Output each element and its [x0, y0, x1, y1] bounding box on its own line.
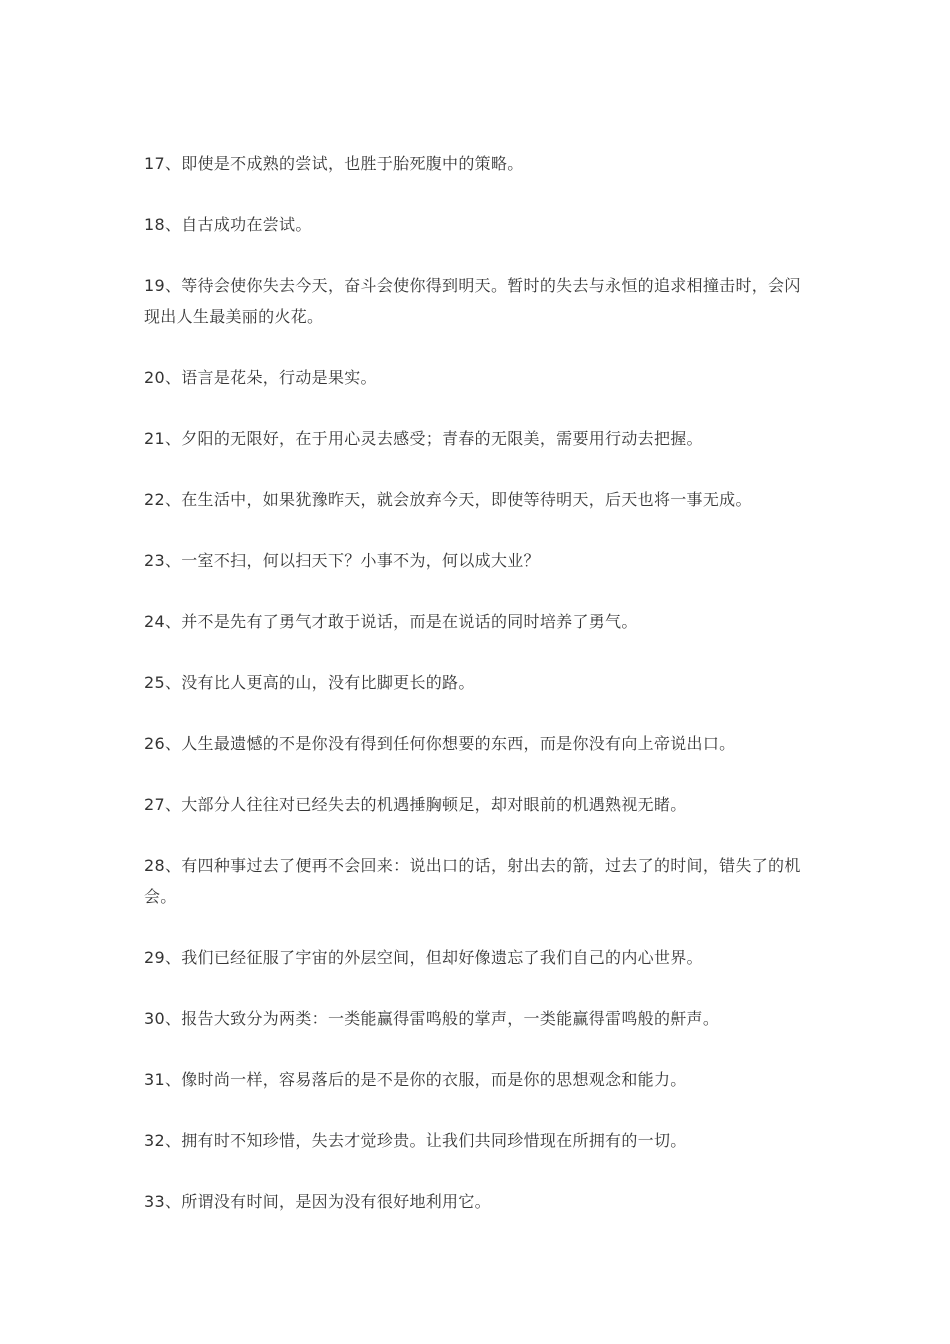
quote-item: 17、即使是不成熟的尝试，也胜于胎死腹中的策略。 [144, 154, 524, 173]
quote-list [144, 148, 812, 1247]
quote-item: 24、并不是先有了勇气才敢于说话，而是在说话的同时培养了勇气。 [144, 612, 638, 631]
quote-item: 30、报告大致分为两类：一类能赢得雷鸣般的掌声，一类能赢得雷鸣般的鼾声。 [144, 1009, 720, 1028]
quote-item: 23、一室不扫，何以扫天下？小事不为，何以成大业？ [144, 551, 540, 570]
quote-item: 31、像时尚一样，容易落后的是不是你的衣服，而是你的思想观念和能力。 [144, 1070, 687, 1089]
quote-item: 33、所谓没有时间，是因为没有很好地利用它。 [144, 1192, 491, 1211]
quote-item: 32、拥有时不知珍惜，失去才觉珍贵。让我们共同珍惜现在所拥有的一切。 [144, 1131, 687, 1150]
quote-item: 21、夕阳的无限好，在于用心灵去感受；青春的无限美，需要用行动去把握。 [144, 429, 703, 448]
quote-item: 29、我们已经征服了宇宙的外层空间，但却好像遗忘了我们自己的内心世界。 [144, 948, 703, 967]
quote-item: 27、大部分人往往对已经失去的机遇捶胸顿足，却对眼前的机遇熟视无睹。 [144, 795, 687, 814]
quote-item: 25、没有比人更高的山，没有比脚更长的路。 [144, 673, 475, 692]
quote-item: 19、等待会使你失去今天，奋斗会使你得到明天。暂时的失去与永恒的追求相撞击时，会闪现出人生最美丽的火花。 [144, 276, 801, 326]
quote-item: 28、有四种事过去了便再不会回来：说出口的话，射出去的箭，过去了的时间，错失了的机会。 [144, 856, 801, 906]
quote-item: 22、在生活中，如果犹豫昨天，就会放弃今天，即使等待明天，后天也将一事无成。 [144, 490, 752, 509]
quote-item: 26、人生最遗憾的不是你没有得到任何你想要的东西，而是你没有向上帝说出口。 [144, 734, 736, 753]
quote-item: 18、自古成功在尝试。 [144, 215, 312, 234]
quote-item: 20、语言是花朵，行动是果实。 [144, 368, 377, 387]
